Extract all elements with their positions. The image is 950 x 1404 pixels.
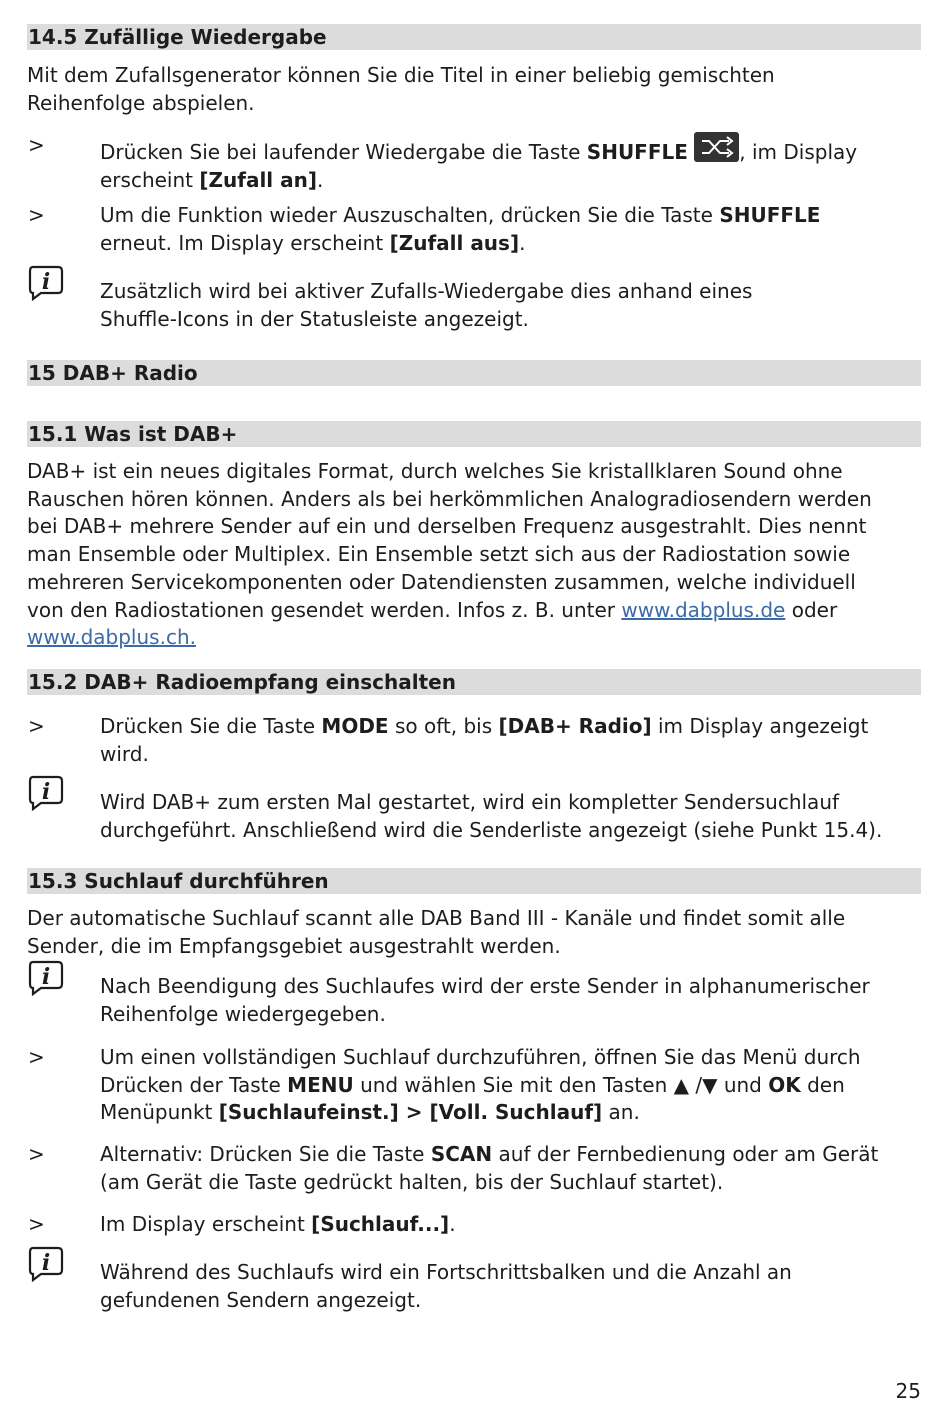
text: Um die Funktion wieder Auszuschalten, drücken Sie die Taste [100,203,720,227]
svg-text:i: i [41,269,51,295]
instruction-shuffle-off [100,202,930,257]
text: Drücken der Taste [100,1072,288,1097]
note-shuffle-icon [100,278,930,333]
key-ok: OK [768,1072,801,1097]
paragraph-shuffle-intro [27,62,927,117]
text: oder [785,597,838,622]
text: auf der Fernbedienung oder am Gerät [492,1142,879,1166]
shuffle-icon [694,132,739,162]
paragraph-dab-info [27,458,927,652]
text-line: mehreren Servicekomponenten oder Datendiensten zusammen, welche individuell [27,569,856,594]
display-text-suchlauf: [Suchlauf...] [311,1212,450,1236]
svg-text:i: i [41,1250,51,1276]
text: und wählen Sie mit den Tasten ▲ /▼ und [353,1072,769,1097]
key-mode: MODE [321,714,389,738]
instruction-shuffle-on [100,132,930,194]
text: , im Display [739,140,858,164]
text-line: Wird DAB+ zum ersten Mal gestartet, wird ein kompletter Sendersuchlauf [100,790,840,814]
text: Alternativ: Drücken Sie die Taste [100,1142,431,1166]
text: von den Radiostationen gesendet werden. Infos z. B. unter [27,597,622,622]
section-heading-15-1: 15.1 Was ist DAB+ [27,421,921,447]
instruction-scan-key [100,1141,930,1196]
display-text-zufall-an: [Zufall an] [199,167,317,192]
text-line: wird. [100,741,149,766]
text: Im Display erscheint [100,1212,312,1236]
instruction-display-scan [100,1211,930,1239]
svg-text:i: i [41,964,51,990]
text: . [317,167,324,192]
svg-text:i: i [41,779,51,805]
link-dabplus-ch[interactable]: www.dabplus.ch. [27,625,196,650]
instruction-full-scan [100,1044,930,1127]
key-shuffle: SHUFFLE [586,140,688,164]
text-line: gefundenen Sendern angezeigt. [100,1287,422,1312]
section-heading-15: 15 DAB+ Radio [27,360,921,386]
bullet-marker: > [28,1212,45,1236]
text: . [519,230,526,255]
page-number: 25 [895,1379,921,1403]
note-progress [100,1259,930,1314]
text-line: bei DAB+ mehrere Sender auf ein und derselben Frequenz ausgestrahlt. Dies nennt [27,514,867,539]
menu-path: [Suchlaufeinst.] > [Voll. Suchlauf] [218,1100,603,1125]
note-first-start [100,789,930,844]
bullet-marker: > [28,1045,45,1069]
info-icon [27,959,65,997]
bullet-marker: > [28,1142,45,1166]
link-dabplus-de[interactable]: www.dabplus.de [621,597,786,622]
section-heading-14-5: 14.5 Zufällige Wiedergabe [27,24,921,50]
text-line: Sender, die im Empfangsgebiet ausgestrahlt werden. [27,933,561,958]
text: den [800,1072,845,1097]
text: Menüpunkt [100,1100,219,1125]
section-heading-15-2: 15.2 DAB+ Radioempfang einschalten [27,669,921,695]
text-line: (am Gerät die Taste gedrückt halten, bis der Suchlauf startet). [100,1169,724,1194]
bullet-marker: > [28,714,45,738]
paragraph-scan-intro [27,905,927,960]
text: . [449,1212,456,1236]
text: Drücken Sie die Taste [100,714,322,738]
text-line: Mit dem Zufallsgenerator können Sie die Titel in einer beliebig gemischten [27,63,775,87]
text-line: DAB+ ist ein neues digitales Format, durch welches Sie kristallklaren Sound ohne [27,459,843,483]
display-text-zufall-aus: [Zufall aus] [389,230,520,255]
bullet-marker: > [28,203,45,227]
text-line: Der automatische Suchlauf scannt alle DAB Band III - Kanäle und findet somit alle [27,906,846,930]
key-shuffle: SHUFFLE [719,203,821,227]
text-line: Rauschen hören können. Anders als bei herkömmlichen Analogradiosendern werden [27,486,872,511]
text-line: Zusätzlich wird bei aktiver Zufalls-Wiedergabe dies anhand eines [100,279,753,303]
text: erscheint [100,167,200,192]
instruction-mode [100,713,930,768]
section-heading-15-3: 15.3 Suchlauf durchführen [27,868,921,894]
text-line: Nach Beendigung des Suchlaufes wird der erste Sender in alphanumerischer [100,974,870,998]
bullet-marker: > [28,133,45,157]
text-line: man Ensemble oder Multiplex. Ein Ensemble setzt sich aus der Radiostation sowie [27,542,851,567]
display-text-dab-radio: [DAB+ Radio] [498,714,652,738]
text: so oft, bis [388,714,499,738]
note-after-scan [100,973,930,1028]
text: Drücken Sie bei laufender Wiedergabe die Taste [100,140,587,164]
text-line: Während des Suchlaufs wird ein Fortschrittsbalken und die Anzahl an [100,1260,792,1284]
text: im Display angezeigt [651,714,869,738]
key-scan: SCAN [430,1142,493,1166]
key-menu: MENU [287,1072,354,1097]
text-line: durchgeführt. Anschließend wird die Senderliste angezeigt (siehe Punkt 15.4). [100,817,883,842]
info-icon [27,774,65,812]
text-line: Reihenfolge wiedergegeben. [100,1001,386,1026]
text: an. [602,1100,640,1125]
text: erneut. Im Display erscheint [100,230,390,255]
text-line: Um einen vollständigen Suchlauf durchzuführen, öffnen Sie das Menü durch [100,1045,861,1069]
text-line: Shuffle-Icons in der Statusleiste angezeigt. [100,306,529,331]
info-icon [27,1245,65,1283]
text-line: Reihenfolge abspielen. [27,90,255,115]
info-icon [27,264,65,302]
